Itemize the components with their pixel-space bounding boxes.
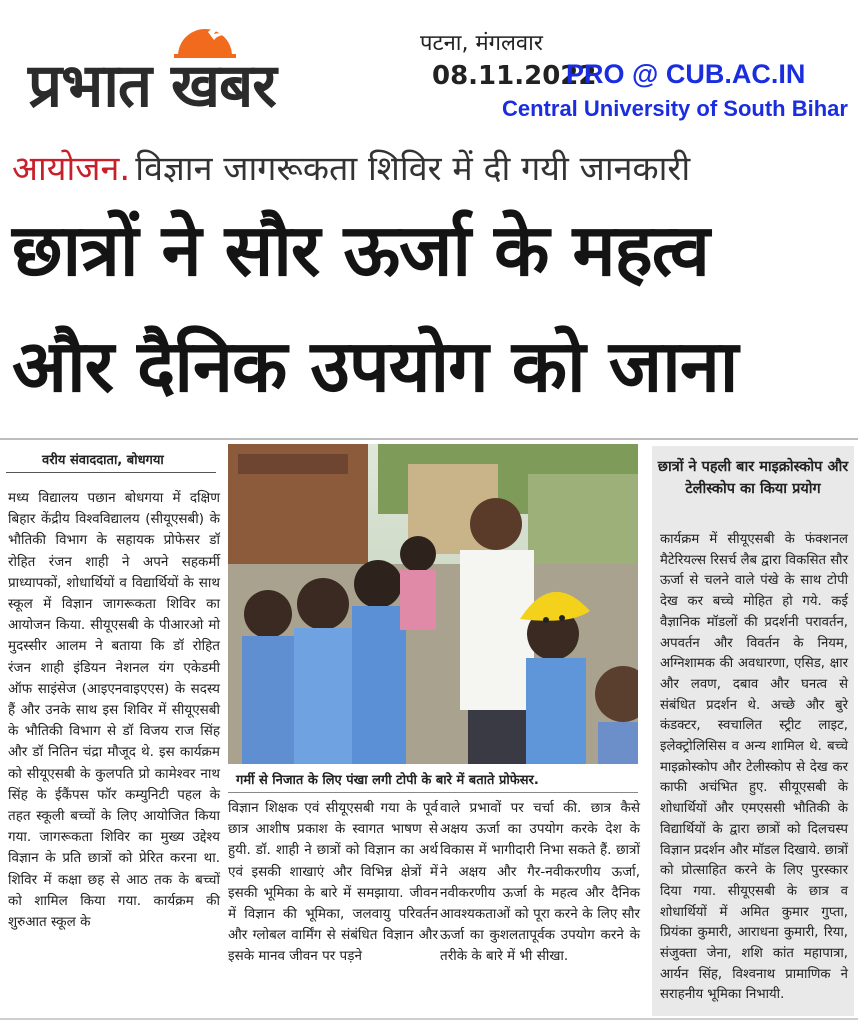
students-with-professor-illustration <box>228 444 638 764</box>
page-bottom-divider <box>0 1018 858 1020</box>
headline-divider <box>0 438 858 440</box>
headline-line-1: छात्रों ने सौर ऊर्जा के महत्व <box>12 208 709 292</box>
pro-email: PRO @ CUB.AC.IN <box>566 59 806 89</box>
sidebar-body: कार्यक्रम में सीयूएसबी के फंक्शनल मैटेरियल्स रिसर्च लैब द्वारा विकसित सौर ऊर्जा से चलने वाले पंखे के साथ टोपी देख कर बच्चे मोहित हो गये. कई वैज्ञानिक मॉडलों की प्रदर्शनी परावर्तन, अपवर्तन और विवर्तन के नियम, अग्निशामक की अवधारणा, एसिड, क्षार और लवण, दबाव और घनत्व से संबंधित प्रदर्शन थे. अच्छे और बुरे कंडक्टर, स्वचालित स्ट्रीट लाइट, इलेक्ट्रोलिसिस व अन्य शामिल थे. बच्चे माइक्रोस्कोप और टेलीस्कोप से देख कर काफी अचंभित हुए. सीयूएसबी के शोधार्थियों और एमएससी भौतिकी के विद्यार्थियों के द्वारा छात्रों को दिलचस्प विज्ञान प्रदर्शन और मॉडल दिखाये. छात्रों को प्रोत्साहित करने के लिए पुरस्कार दिया गया. सीयूएसबी के छात्र व शोधार्थियों में अमित कुमार गुप्ता, प्रियंका कुमारी, आराधना कुमारी, रिया, संजुक्ता जेना, शशि कांत महापात्रा, आर्यन सिंह, विश्वनाथ प्रामाणिक ने सराहनीय भूमिका निभायी. <box>660 532 848 1003</box>
logo-wordmark: प्रभात खबर <box>28 51 276 121</box>
publication-date: 08.11.2022 <box>432 61 597 91</box>
dateline: पटना, मंगलवार <box>420 31 543 56</box>
masthead <box>0 0 858 140</box>
kicker-label: आयोजन. <box>12 149 131 189</box>
university-name: Central University of South Bihar <box>502 96 848 121</box>
byline: वरीय संवाददाता, बोधगया <box>42 453 164 468</box>
byline-divider <box>6 472 216 473</box>
article-column-2: विज्ञान शिक्षक एवं सीयूएसबी गया के पूर्व छात्र आशीष प्रकाश के स्वागत भाषण से हुयी. डॉ. शाही ने छात्रों को विज्ञान का अर्थ एवं इसकी शाखाएं और विभिन्न क्षेत्रों में इसकी भूमिका के बारे में समझाया. जीवन में विज्ञान की भूमिका, जलवायु परिवर्तन और ग्लोबल वार्मिंग से संबंधित विज्ञान और इसके मानव जीवन पर पड़ने <box>228 800 438 965</box>
caption-divider <box>228 792 638 793</box>
photo-caption: गर्मी से निजात के लिए पंखा लगी टोपी के बारे में बताते प्रोफेसर. <box>236 773 539 788</box>
newspaper-logo <box>28 22 388 122</box>
headline-line-2: और दैनिक उपयोग को जाना <box>12 324 738 408</box>
article-photo <box>228 444 638 764</box>
article-column-1: मध्य विद्यालय पछान बोधगया में दक्षिण बिहार केंद्रीय विश्वविद्यालय (सीयूएसबी) के भौतिकी विभाग के सहायक प्रोफेसर डॉ रोहित रंजन शाही ने अपने सहकर्मी प्राध्यापकों, शोधार्थियों व विद्यार्थियों के साथ स्कूल में विज्ञान जागरूकता शिविर का आयोजन किया. सीयूएसबी के पीआरओ मो मुदस्सीर आलम ने बताया कि डॉ रोहित रंजन शाही इंडियन नेशनल यंग एकेडमी ऑफ साइंसेज (आइएनवाइएएस) के सदस्य हैं और उनके साथ इस शिविर में सीयूएसबी के भौतिकी विभाग से डॉ विजय राज सिंह और डॉ नितिन चंद्रा मौजूद थे. इस कार्यक्रम को सीयूएसबी के कुलपति प्रो कामेश्वर नाथ सिंह के ईकैंपस फॉर कम्युनिटी पहल के तहत स्कूली बच्चों के लिए आयोजित किया गया. जागरूकता शिविर का मुख्य उद्देश्य विज्ञान के प्रति छात्रों को प्रेरित करना था. शिविर में कक्षा छह से आठ तक के बच्चों को शामिल किया गया. कार्यक्रम की शुरुआत स्कूल के <box>8 490 220 931</box>
kicker-subtitle: विज्ञान जागरूकता शिविर में दी गयी जानकारी <box>135 149 691 189</box>
article-column-3: वाले प्रभावों पर चर्चा की. छात्र कैसे अक्षय ऊर्जा का उपयोग करके देश के विकास में भागीदारी निभा सकते हैं. छात्रों ने अक्षय और गैर-नवीकरणीय ऊर्जा, नवीकरणीय ऊर्जा के महत्व और दैनिक आवश्यकताओं को पूरा करने के लिए सौर ऊर्जा का कुशलतापूर्वक उपयोग करने के तरीके के बारे में भी सीखा. <box>440 800 640 965</box>
kicker-row <box>12 146 690 192</box>
sidebar-title: छात्रों ने पहली बार माइक्रोस्कोप और टेलीस्कोप का किया प्रयोग <box>657 459 849 497</box>
sidebar-box <box>652 446 854 1016</box>
